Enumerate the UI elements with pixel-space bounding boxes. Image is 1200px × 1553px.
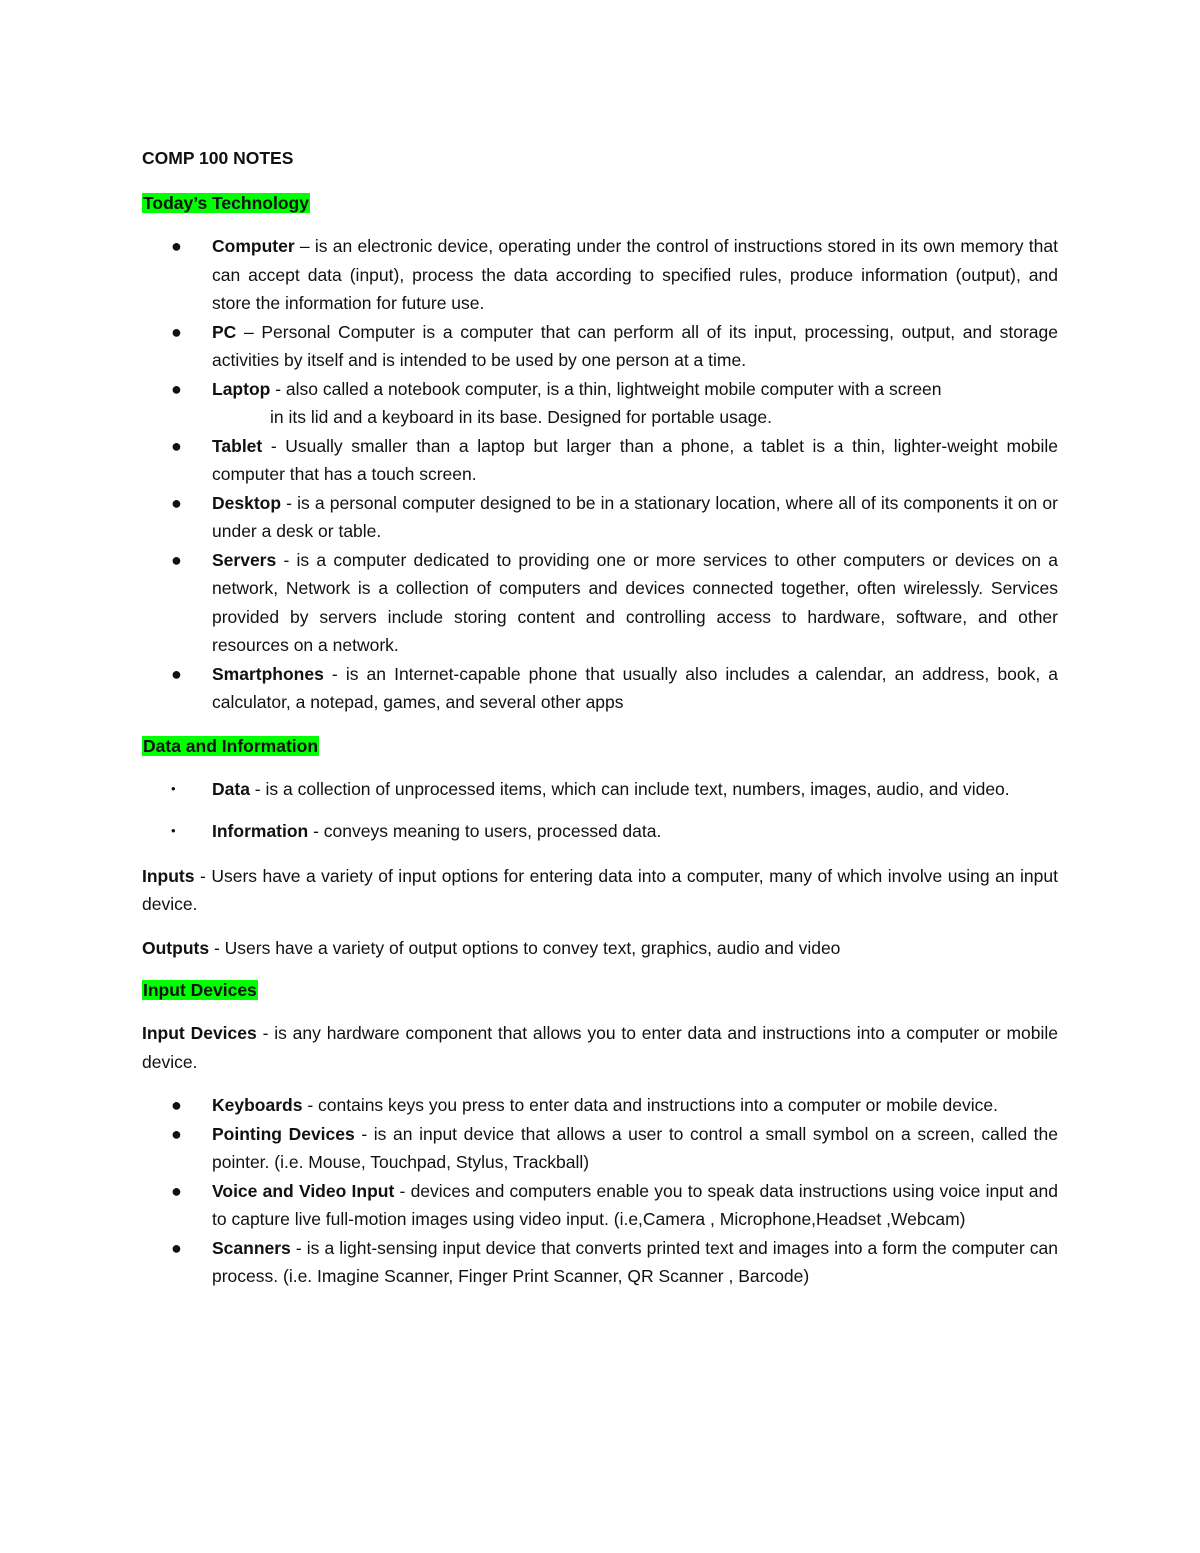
outputs-paragraph: Outputs - Users have a variety of output options to convey text, graphics, audio and video [142,937,841,958]
list-item: ● Computer – is an electronic device, operating under the control of instructions stored in its own memory that can accept data (input), process the data according to specified rules, produce information (output), and store the information for future use. [142,232,1058,318]
bullet-icon: ● [171,1237,182,1258]
bullet-icon: ● [171,435,182,456]
list-item: ● Tablet - Usually smaller than a laptop but larger than a phone, a tablet is a thin, lighter-weight mobile computer that has a touch screen. [142,432,1058,489]
bullet-icon: ● [171,492,182,513]
document-title: COMP 100 NOTES [142,148,294,168]
list-item: ● Voice and Video Input - devices and computers enable you to speak data instructions using voice input and to capture live full-motion images using video input. (i.e,Camera , Microphone,Headset ,Webcam) [142,1177,1058,1234]
bullet-icon: ● [171,1123,182,1144]
section-heading-input-devices: Input Devices [143,980,257,1000]
section-heading-data-and-information: Data and Information [143,735,319,756]
list-item: • Data - is a collection of unprocessed items, which can include text, numbers, images, audio, and video. [142,775,1058,804]
bullet-icon: ● [171,663,182,684]
list-item: ● Pointing Devices - is an input device that allows a user to control a small symbol on a screen, called the pointer. (i.e. Mouse, Touchpad, Stylus, Trackball) [142,1120,1058,1177]
list-item: ● Desktop - is a personal computer designed to be in a stationary location, where all of its components it on or under a desk or table. [142,489,1058,546]
list-item: • Information - conveys meaning to users, processed data. [142,817,1058,846]
bullet-icon: ● [171,1180,182,1201]
todays-technology-list [142,232,1058,717]
bullet-icon: • [171,780,176,796]
inputs-paragraph: Inputs - Users have a variety of input options for entering data into a computer, many of which involve using an input device. [142,865,1058,914]
bullet-icon: ● [171,549,182,570]
document-body [142,140,1058,1307]
input-devices-intro: Input Devices - is any hardware component that allows you to enter data and instructions into a computer or mobile device. [142,1023,1058,1072]
bullet-icon: • [171,823,176,838]
list-item: ● PC – Personal Computer is a computer that can perform all of its input, processing, output, and storage activities by itself and is intended to be used by one person at a time. [142,318,1058,375]
list-item: ● Smartphones - is an Internet-capable phone that usually also includes a calendar, an address, book, a calculator, a notepad, games, and several other apps [142,660,1058,717]
section-heading-todays-technology: Today’s Technology [143,193,309,213]
list-item: ● Laptop - also called a notebook computer, is a thin, lightweight mobile computer with a screen in its lid and a keyboard in its base. Designed for portable usage. [142,375,1058,432]
list-item: ● Scanners - is a light-sensing input device that converts printed text and images into a form the computer can process. (i.e. Imagine Scanner, Finger Print Scanner, QR Scanner , Barcode) [142,1234,1058,1291]
bullet-icon: ● [171,1095,182,1115]
input-devices-list [142,1091,1058,1291]
list-item: ● Servers - is a computer dedicated to providing one or more services to other computers or devices on a network, Network is a collection of computers and devices connected together, often wirelessly. Services provided by servers include storing content and controlling access to hardware, software, and other resources on a network. [142,546,1058,660]
bullet-icon: ● [171,236,182,256]
data-information-list [142,775,1058,846]
bullet-icon: ● [171,378,182,399]
bullet-icon: ● [171,321,182,342]
list-item: ● Keyboards - contains keys you press to enter data and instructions into a computer or mobile device. [142,1091,1058,1120]
